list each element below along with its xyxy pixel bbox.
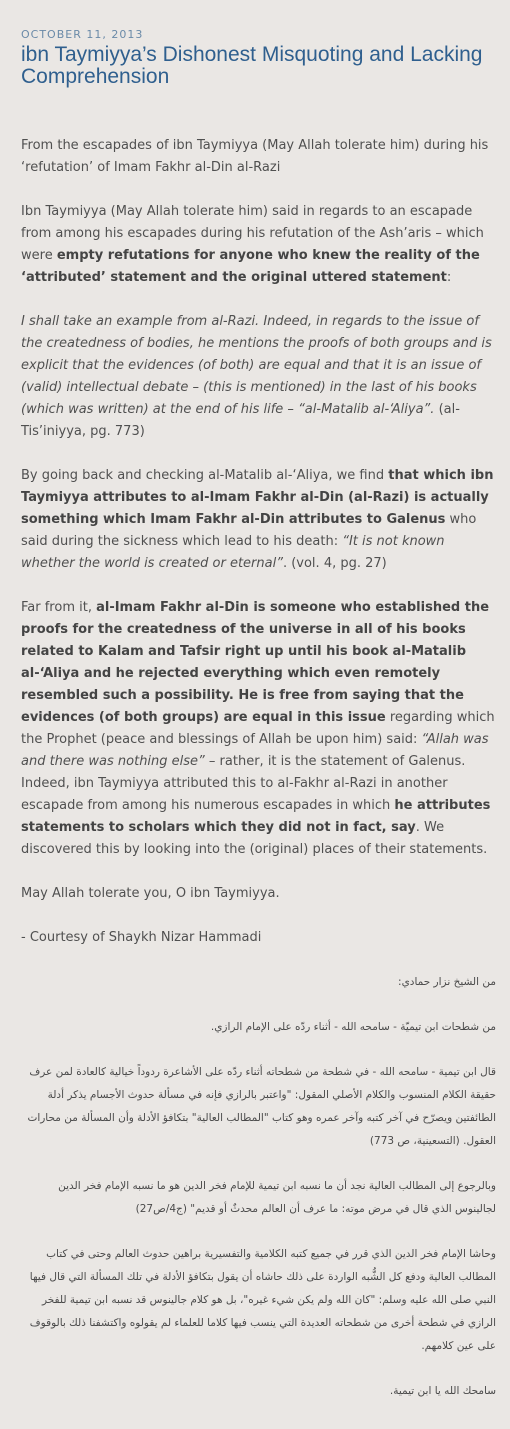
post-body — [21, 135, 496, 1403]
arabic-source: من الشيخ نزار حمادي: — [398, 976, 496, 988]
finding-bold: that which ibn Taymiyya attributes to al-Imam Fakhr al-Din (al-Razi) is actually something which Imam Fakhr al-Din attributes to Galenus — [21, 468, 494, 527]
paragraph-courtesy — [21, 927, 496, 949]
arabic-heading: من شطحات ابن تيميّة - سامحه الله - أثناء ردّه على الإمام الرازي. — [210, 1021, 496, 1033]
rebuttal-bold-2: he attributes statements to scholars which they did not in fact, say — [21, 798, 491, 835]
claim-colon: : — [446, 270, 452, 285]
arabic-paragraph-2: وبالرجوع إلى المطالب العالية نجد أن ما نسبه ابن تيمية للإمام فخر الدين هو ما نسبه الإمام فخر الدين لجالينوس الذي قال في مرض موته: ما عرف أن العالم محدثٌ أو قديم" (ج4/ص27) — [58, 1180, 496, 1215]
finding-reference: . (vol. 4, pg. 27) — [282, 556, 387, 571]
paragraph-closing — [21, 883, 496, 905]
intro-paragraph — [21, 135, 496, 179]
rebuttal-text-a: Far from it, — [21, 600, 97, 615]
intro-text: From the escapades of ibn Taymiyya (May Allah tolerate him) during his ‘refutation’ of Imam Fakhr al-Din al-Razi — [21, 138, 489, 175]
paragraph-rebuttal — [21, 597, 496, 861]
arabic-paragraph-3: وحاشا الإمام فخر الدين الذي قرر في جميع كتبه الكلامية والتفسيرية براهين حدوث العالم وحتى في كتاب المطالب العالية ودفع كل الشُّبه الواردة على ذلك حاشاه أن يقول بتكافؤ الأدلة في تلك المسألة التي قال فيها النبي صلى الله عليه وسلم: "كان الله ولم يكن شيء غيره"، بل هو كلام جالينوس قد نسبه ابن تيمية للفخر الرازي في شطحة أخرى من شطحاته العديدة التي ينسب فيها كلاما للعلماء لم يقولوه واكتشفنا ذلك بالوقوف على عين كلامهم. — [29, 1248, 496, 1352]
rebuttal-text-e: – rather, it is the statement of Galenus. Indeed, ibn Taymiyya attributed this to al-Fakhr al-Razi in another escapade from among his numerous escapades in which — [21, 754, 466, 813]
finding-italic: “It is not known whether the world is created or eternal” — [21, 534, 445, 571]
rebuttal-text-g: . We discovered this by looking into the (original) places of their statements. — [21, 820, 488, 857]
quote-italic: I shall take an example from al-Razi. Indeed, in regards to the issue of the createdness of bodies, he mentions the proofs of both groups and is explicit that the evidences (of both) are equal and that it is an issue of (valid) intellectual debate – (this is mentioned) in the last of his books (which was written) at the end of his life – “al-Matalib al-‘Aliya”. — [21, 314, 492, 417]
paragraph-claim — [21, 201, 496, 289]
claim-text: Ibn Taymiyya (May Allah tolerate him) said in regards to an escapade from among his escapades during his refutation of the Ash’aris – which were — [21, 204, 484, 263]
paragraph-finding — [21, 465, 496, 575]
claim-bold: empty refutations for anyone who knew the reality of the ‘attributed’ statement and the original uttered statement — [21, 248, 480, 285]
paragraph-quote — [21, 311, 496, 443]
post-title[interactable]: ibn Taymiyya’s Dishonest Misquoting and Lacking Comprehension — [21, 43, 483, 88]
arabic-paragraph-1: قال ابن تيمية - سامحه الله - في شطحة من شطحاته أثناء ردّه على الأشاعرة ردوداً خيالية كالعادة لمن عرف حقيقة الكلام المنسوب والكلام الأصلي المقول: "واعتبر بالرازي فإنه في مسألة حدوث الأجسام يذكر أدلة الطائفتين ويصرّح في آخر كتبه وآخر عمره وهو كتاب "المطالب العالية" بتكافؤ الأدلة وأن المسألة من محارات العقول. (التسعينية، ص 773) — [27, 1066, 496, 1147]
rebuttal-italic: “Allah was and there was nothing else” — [21, 732, 489, 769]
finding-text-a: By going back and checking al-Matalib al-‘Aliya, we find — [21, 468, 389, 483]
closing-text: May Allah tolerate you, O ibn Taymiyya. — [21, 886, 280, 901]
arabic-closing: سامحك الله يا ابن تيمية. — [389, 1385, 496, 1397]
finding-text-c: who said during the sickness which lead to his death: — [21, 512, 477, 549]
rebuttal-text-c: regarding which the Prophet (peace and blessings of Allah be upon him) said: — [21, 710, 495, 747]
courtesy-text: - Courtesy of Shaykh Nizar Hammadi — [21, 930, 262, 945]
post-date[interactable]: OCTOBER 11, 2013 — [21, 28, 144, 41]
quote-reference: (al-Tis’iniyya, pg. 773) — [21, 402, 460, 439]
rebuttal-bold-1: al-Imam Fakhr al-Din is someone who established the proofs for the createdness of the universe in all of his books related to Kalam and Tafsir right up until his book al-Matalib al-‘Aliya and he rejected everything which even remotely resembled such a possibility. He is free from saying that the evidences (of both groups) are equal in this issue — [21, 600, 490, 725]
